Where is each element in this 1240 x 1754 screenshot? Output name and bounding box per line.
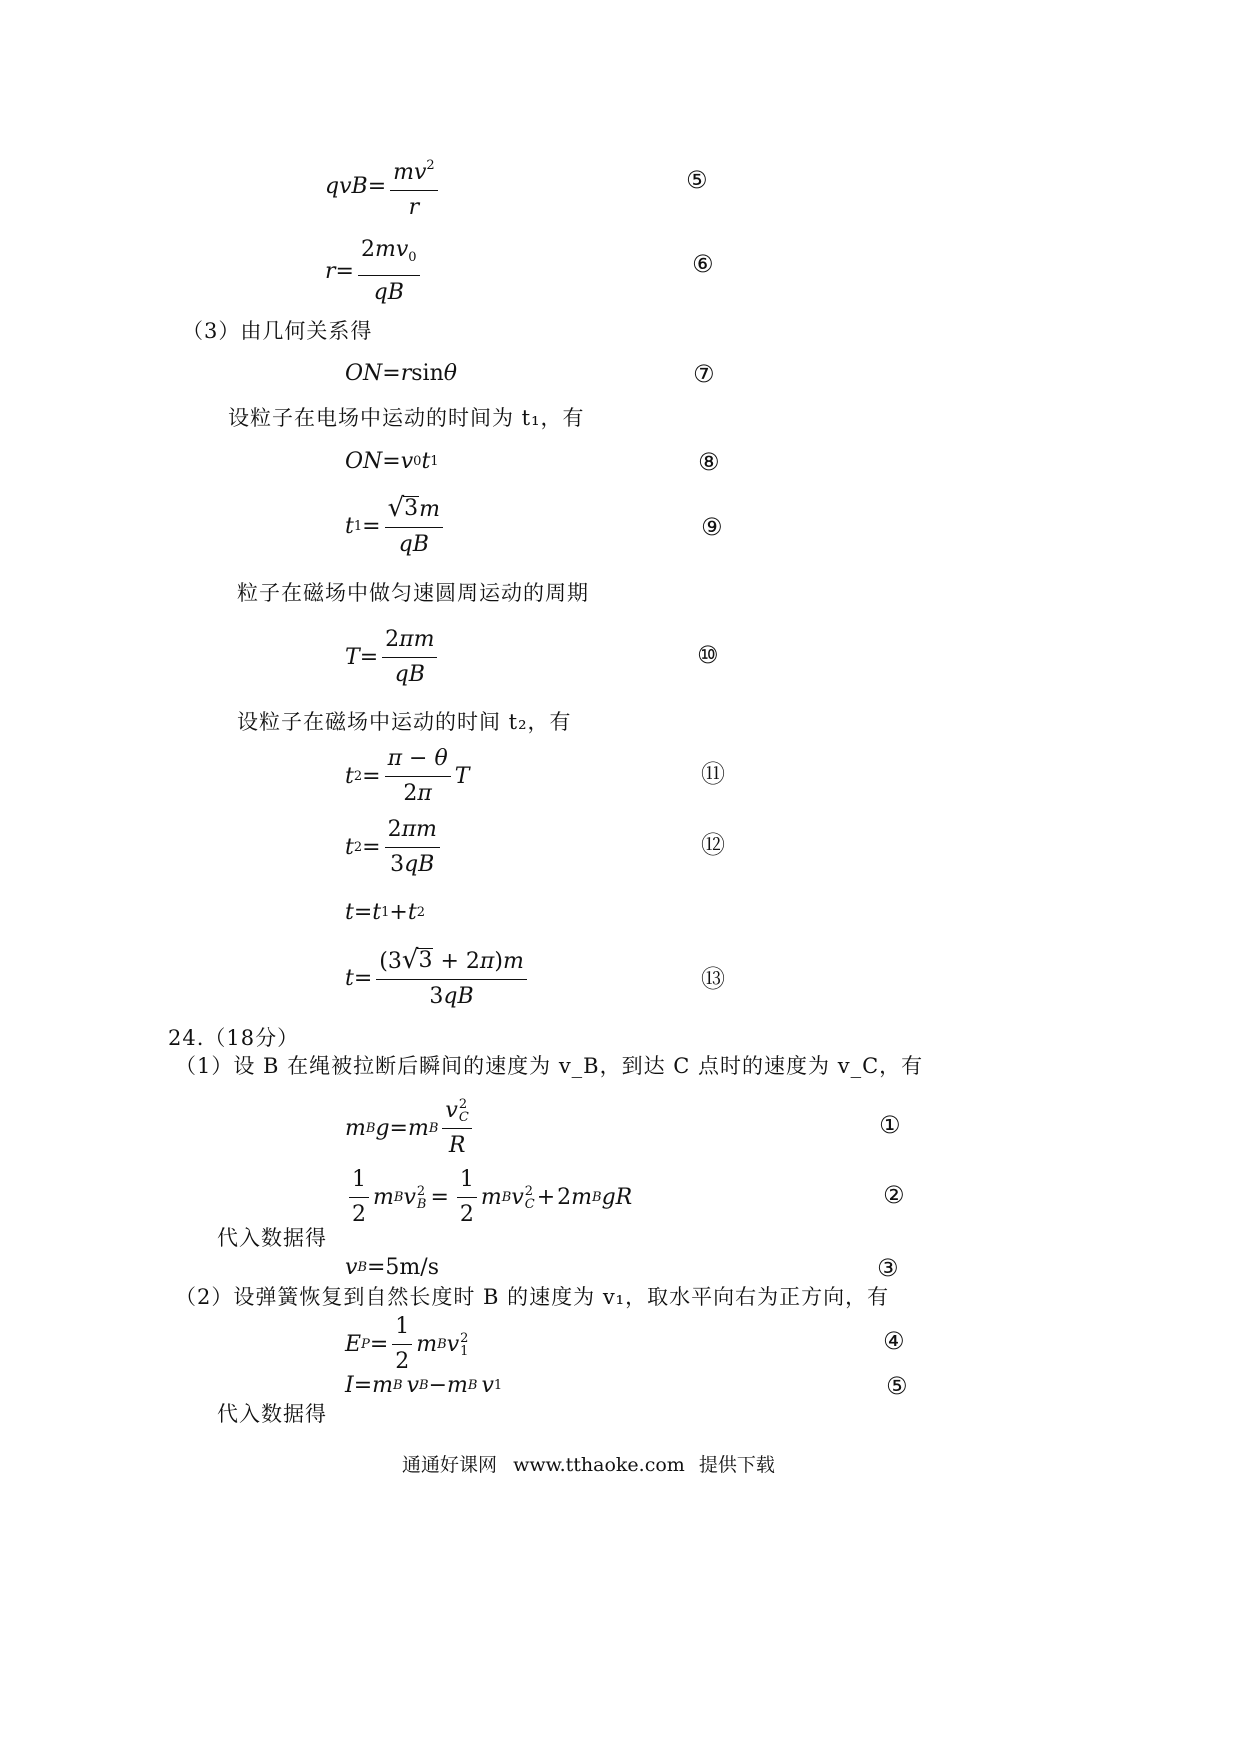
footer-site-name: 通通好课网 <box>402 1454 498 1476</box>
equation-number: ① <box>879 1111 901 1139</box>
question-24-part1: （1）设 B 在绳被拉断后瞬间的速度为 v_B，到达 C 点时的速度为 v_C，有 <box>175 1054 924 1078</box>
equation-number: ② <box>883 1181 905 1209</box>
t1-intro: 设粒子在电场中运动的时间为 t₁，有 <box>228 406 585 430</box>
footer <box>402 1452 775 1478</box>
equation-11: t 2 = $\frac{\pi - \theta}{2\pi}$ T <box>345 746 470 806</box>
period-intro: 粒子在磁场中做匀速圆周运动的周期 <box>237 581 589 605</box>
question-24-heading: 24.（18分） <box>168 1026 300 1050</box>
equation-13: t = (3 √ 3 + 2π)m 3qB <box>345 947 531 1011</box>
equation-number: ④ <box>883 1327 905 1355</box>
equation-number: ⑧ <box>698 448 720 476</box>
t2-intro: 设粒子在磁场中运动的时间 t₂，有 <box>237 710 572 734</box>
equation-12: t 2 = $\frac{2\pi m}{3qB}$ <box>345 816 444 879</box>
footer-url[interactable]: www.tthaoke.com <box>513 1454 685 1476</box>
question-24-part2: （2）设弹簧恢复到自然长度时 B 的速度为 v₁，取水平向右为正方向，有 <box>175 1285 890 1309</box>
equation-9: t 1 = √ 3 m qB <box>345 495 447 559</box>
equation-number: ③ <box>877 1254 899 1282</box>
equation-number: ⑦ <box>693 360 715 388</box>
equation-number: ⑤ <box>686 166 708 194</box>
equation-8: ON = v 0 t 1 <box>345 449 439 474</box>
substitute-line-2: 代入数据得 <box>217 1402 327 1426</box>
equation-6: r = $\frac{2mv_0}{qB}$ <box>325 236 424 307</box>
equation-number: ⑤ <box>886 1372 908 1400</box>
equation-24-4: E P = $\frac{1}{2}$ m B v 2 1 <box>345 1314 469 1374</box>
substitute-line-1: 代入数据得 <box>217 1226 327 1250</box>
equation-10: T = $\frac{2\pi m}{qB}$ <box>345 626 441 689</box>
equation-5: qvB = $\frac{mv^2}{r}$ <box>325 152 442 222</box>
equation-number: ⑩ <box>697 641 719 669</box>
equation-24-5: I = m B v B − m B v 1 <box>345 1373 503 1398</box>
equation-number: ⑨ <box>701 513 723 541</box>
equation-number: ⑥ <box>692 250 714 278</box>
equation-number: ⑪ <box>701 760 725 788</box>
footer-note: 提供下载 <box>698 1454 775 1476</box>
equation-24-1: m B g = m B v 2 C R <box>345 1097 476 1160</box>
equation-number: ⑬ <box>701 965 725 993</box>
equation-24-3: v B =5m/s <box>345 1255 439 1280</box>
equation-number: ⑫ <box>701 831 725 859</box>
equation-t-sum: t = t 1 + t 2 <box>345 900 425 925</box>
equation-7: ON = r sin θ <box>345 361 458 386</box>
section-3-intro: （3）由几何关系得 <box>182 319 373 343</box>
equation-24-2: $\frac{1}{2}$ m B v 2 B = $\frac{1}{2}$ m B v 2 C + 2 m B gR <box>345 1166 632 1229</box>
